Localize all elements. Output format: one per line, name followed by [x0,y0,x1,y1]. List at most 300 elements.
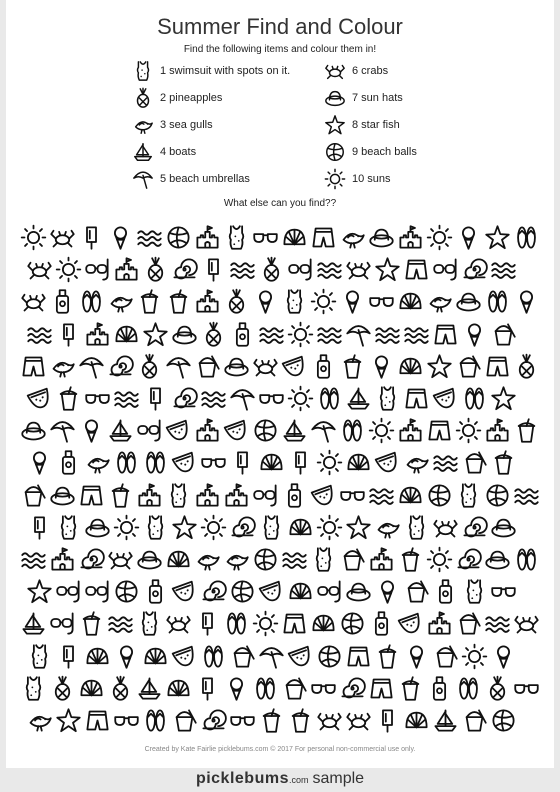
beach-ball-icon [324,141,346,163]
spiral-shell-icon [78,546,105,573]
legend-item [324,87,403,109]
legend-item [132,168,250,190]
wave-icon [368,482,395,509]
bucket-icon [455,353,482,380]
snorkel-mask-icon [316,578,343,605]
beach-umbrella-icon [229,385,256,412]
watermelon-icon [310,482,337,509]
legend-item-icon [132,168,154,190]
snorkel-mask-icon [136,417,163,444]
board-shorts-icon [432,321,459,348]
crab-icon [345,256,372,283]
bucket-icon [229,643,256,670]
legend-item [132,141,196,163]
sandcastle-icon [397,224,424,251]
flipflops-icon [513,224,540,251]
question-text: What else can you find?? [223,198,337,209]
sandcastle-icon [194,417,221,444]
starfish-icon [55,707,82,734]
cup-icon [339,353,366,380]
snorkel-mask-icon [84,256,111,283]
board-shorts-icon [84,707,111,734]
sun-hat-icon [20,417,47,444]
legend-item-label: 6 crabs [352,65,389,77]
crab-icon [252,353,279,380]
flipflops-icon [78,288,105,315]
swimsuit-icon [223,224,250,251]
sandcastle-icon [223,482,250,509]
seagull-icon [107,288,134,315]
sunglasses-icon [200,449,227,476]
sunglasses-icon [258,385,285,412]
sunglasses-icon [490,578,517,605]
wave-icon [136,224,163,251]
starfish-icon [490,385,517,412]
popsicle-icon [229,449,256,476]
legend-item-label: 4 boats [160,146,197,158]
boat-icon [345,385,372,412]
watermelon-icon [171,643,198,670]
bucket-icon [171,707,198,734]
sun-icon [426,224,453,251]
flipflops-icon [142,707,169,734]
sun-icon [113,514,140,541]
snorkel-mask-icon [49,610,76,637]
wave-icon [490,256,517,283]
cup-icon [136,288,163,315]
board-shorts-icon [426,417,453,444]
bucket-icon [455,610,482,637]
swimsuit-icon [403,514,430,541]
ice-cream-icon [252,288,279,315]
seagull-icon [223,546,250,573]
shell-icon [165,546,192,573]
sun-icon [55,256,82,283]
seagull-icon [426,288,453,315]
legend-item [132,87,222,109]
sandcastle-icon [194,288,221,315]
cup-icon [78,610,105,637]
beach-ball-icon [339,610,366,637]
legend-item-icon [132,87,154,109]
boat-icon [107,417,134,444]
legend-item-icon [324,141,346,163]
bucket-icon [194,353,221,380]
shell-icon [165,675,192,702]
sun-icon [316,514,343,541]
sunscreen-icon [426,675,453,702]
bucket-icon [20,482,47,509]
popsicle-icon [374,707,401,734]
sun-icon [324,168,346,190]
legend-item-icon [132,114,154,136]
pineapple-icon [258,256,285,283]
sandcastle-icon [136,482,163,509]
shell-icon [287,578,314,605]
cup-icon [397,546,424,573]
board-shorts-icon [484,353,511,380]
wave-icon [200,385,227,412]
spiral-shell-icon [200,707,227,734]
sandcastle-icon [49,546,76,573]
shell-icon [287,514,314,541]
legend-item [324,168,391,190]
sandcastle-icon [194,224,221,251]
shell-icon [113,321,140,348]
beach-umbrella-icon [345,321,372,348]
seagull-icon [49,353,76,380]
wave-icon [316,256,343,283]
snorkel-mask-icon [287,256,314,283]
flipflops-icon [142,449,169,476]
sunglasses-icon [339,482,366,509]
beach-ball-icon [113,578,140,605]
sandcastle-icon [368,546,395,573]
page-title: Summer Find and Colour [157,14,403,39]
sunglasses-icon [368,288,395,315]
swimsuit-icon [258,514,285,541]
board-shorts-icon [368,675,395,702]
shell-icon [403,707,430,734]
board-shorts-icon [78,482,105,509]
seagull-icon [403,449,430,476]
wave-icon [432,449,459,476]
watermelon-icon [171,449,198,476]
sun-hat-icon [324,87,346,109]
legend-item [324,141,417,163]
sandcastle-icon [397,417,424,444]
pineapple-icon [136,353,163,380]
snorkel-mask-icon [252,482,279,509]
boat-icon [432,707,459,734]
pineapple-icon [142,256,169,283]
legend-item [132,114,213,136]
sun-icon [287,385,314,412]
legend-item [132,60,290,82]
sunscreen-icon [368,610,395,637]
legend-item-label: 5 beach umbrellas [160,173,250,185]
ice-cream-icon [461,321,488,348]
spiral-shell-icon [171,256,198,283]
worksheet-page [6,0,554,768]
shell-icon [78,675,105,702]
sun-icon [310,288,337,315]
wave-icon [113,385,140,412]
beach-ball-icon [484,482,511,509]
flipflops-icon [200,643,227,670]
popsicle-icon [55,643,82,670]
shell-icon [142,643,169,670]
shell-icon [84,643,111,670]
crab-icon [20,288,47,315]
legend-item-icon [324,87,346,109]
watermelon-icon [432,385,459,412]
ice-cream-icon [490,643,517,670]
seagull-icon [26,707,53,734]
crab-icon [316,707,343,734]
starfish-icon [426,353,453,380]
ice-cream-icon [26,449,53,476]
flipflops-icon [252,675,279,702]
spiral-shell-icon [200,578,227,605]
snorkel-mask-icon [432,256,459,283]
sun-icon [368,417,395,444]
snorkel-mask-icon [55,578,82,605]
board-shorts-icon [310,224,337,251]
sun-hat-icon [490,514,517,541]
watermelon-icon [165,417,192,444]
spiral-shell-icon [455,546,482,573]
seagull-icon [84,449,111,476]
ice-cream-icon [455,224,482,251]
sun-hat-icon [136,546,163,573]
beach-umbrella-icon [165,353,192,380]
legend-item-icon [324,60,346,82]
sun-hat-icon [84,514,111,541]
wave-icon [484,610,511,637]
legend-item-icon [132,60,154,82]
sun-hat-icon [171,321,198,348]
swimsuit-icon [374,385,401,412]
popsicle-icon [142,385,169,412]
ice-cream-icon [513,288,540,315]
boat-icon [20,610,47,637]
beach-umbrella-icon [49,417,76,444]
sunscreen-icon [49,288,76,315]
sunscreen-icon [432,578,459,605]
wave-icon [26,321,53,348]
starfish-icon [142,321,169,348]
legend-item-label: 2 pineapples [160,92,223,104]
swimsuit-icon [455,482,482,509]
crab-icon [513,610,540,637]
credit-line: Created by Kate Fairlie picklebums.com © 2017 For personal non-commercial use only. [144,746,416,753]
pineapple-icon [513,353,540,380]
watermelon-icon [223,417,250,444]
beach-umbrella-icon [310,417,337,444]
wave-icon [107,610,134,637]
brand-suffix: .com [288,775,309,785]
shell-icon [281,224,308,251]
sun-icon [200,514,227,541]
brand-logo [0,770,560,788]
sun-icon [316,449,343,476]
sunglasses-icon [513,675,540,702]
beach-ball-icon [316,643,343,670]
sunscreen-icon [142,578,169,605]
pineapple-icon [49,675,76,702]
sunglasses-icon [113,707,140,734]
popsicle-icon [78,224,105,251]
swimsuit-icon [20,675,47,702]
starfish-icon [345,514,372,541]
flipflops-icon [223,610,250,637]
cup-icon [513,417,540,444]
popsicle-icon [287,449,314,476]
brand-tag: sample [312,770,365,787]
beach-umbrella-icon [258,643,285,670]
spiral-shell-icon [229,514,256,541]
ice-cream-icon [78,417,105,444]
beach-ball-icon [426,482,453,509]
sunglasses-icon [84,385,111,412]
page-subtitle: Find the following items and colour them in! [183,44,377,55]
popsicle-icon [55,321,82,348]
legend-item [324,60,388,82]
icon-grid [20,224,542,740]
sunglasses-icon [310,675,337,702]
legend-item [324,114,400,136]
sun-hat-icon [455,288,482,315]
legend-item-icon [132,141,154,163]
ice-cream-icon [403,643,430,670]
popsicle-icon [194,675,221,702]
swimsuit-icon [165,482,192,509]
starfish-icon [171,514,198,541]
ice-cream-icon [374,578,401,605]
legend-item-label: 8 star fish [352,119,400,131]
crab-icon [324,60,346,82]
sandcastle-icon [84,321,111,348]
flipflops-icon [316,385,343,412]
beach-ball-icon [490,707,517,734]
sun-icon [461,643,488,670]
cup-icon [107,482,134,509]
sandcastle-icon [113,256,140,283]
shell-icon [345,449,372,476]
sun-icon [20,224,47,251]
sun-icon [426,546,453,573]
wave-icon [229,256,256,283]
legend-item-label: 1 swimsuit with spots on it. [160,65,291,77]
starfish-icon [374,256,401,283]
cup-icon [490,449,517,476]
popsicle-icon [194,610,221,637]
swimsuit-icon [136,610,163,637]
sunscreen-icon [229,321,256,348]
legend-item-label: 3 sea gulls [160,119,213,131]
legend-item-label: 7 sun hats [352,92,403,104]
sunscreen-icon [281,482,308,509]
crab-icon [107,546,134,573]
board-shorts-icon [281,610,308,637]
spiral-shell-icon [171,385,198,412]
wave-icon [20,546,47,573]
crab-icon [26,256,53,283]
watermelon-icon [374,449,401,476]
snorkel-mask-icon [84,578,111,605]
legend-item-label: 9 beach balls [352,146,417,158]
sun-icon [252,610,279,637]
pineapple-icon [107,675,134,702]
swimsuit-icon [26,643,53,670]
sandcastle-icon [484,417,511,444]
wave-icon [513,482,540,509]
starfish-icon [324,114,346,136]
starfish-icon [484,224,511,251]
shell-icon [397,353,424,380]
cup-icon [165,288,192,315]
bucket-icon [339,546,366,573]
wave-icon [374,321,401,348]
legend-item-icon [324,114,346,136]
pineapple-icon [223,288,250,315]
cup-icon [374,643,401,670]
ice-cream-icon [339,288,366,315]
board-shorts-icon [403,256,430,283]
sun-hat-icon [484,546,511,573]
bucket-icon [432,643,459,670]
boat-icon [132,141,154,163]
brand-name: picklebums [195,770,289,787]
sun-icon [287,321,314,348]
crab-icon [165,610,192,637]
cup-icon [55,385,82,412]
swimsuit-icon [142,514,169,541]
boat-icon [136,675,163,702]
sun-hat-icon [368,224,395,251]
swimsuit-icon [461,578,488,605]
wave-icon [316,321,343,348]
swimsuit-icon [132,60,154,82]
seagull-icon [374,514,401,541]
starfish-icon [26,578,53,605]
pineapple-icon [132,87,154,109]
shell-icon [258,449,285,476]
sandcastle-icon [426,610,453,637]
ice-cream-icon [113,643,140,670]
cup-icon [258,707,285,734]
sunscreen-icon [55,449,82,476]
sun-hat-icon [49,482,76,509]
shell-icon [310,610,337,637]
flipflops-icon [484,288,511,315]
ice-cream-icon [368,353,395,380]
shell-icon [397,288,424,315]
beach-ball-icon [252,546,279,573]
seagull-icon [194,546,221,573]
sun-icon [455,417,482,444]
sun-hat-icon [223,353,250,380]
flipflops-icon [455,675,482,702]
spiral-shell-icon [339,675,366,702]
wave-icon [258,321,285,348]
flipflops-icon [513,546,540,573]
beach-ball-icon [252,417,279,444]
bucket-icon [490,321,517,348]
spiral-shell-icon [107,353,134,380]
beach-umbrella-icon [132,168,154,190]
cup-icon [397,675,424,702]
flipflops-icon [461,385,488,412]
shell-icon [397,482,424,509]
watermelon-icon [171,578,198,605]
seagull-icon [339,224,366,251]
wave-icon [403,321,430,348]
sunglasses-icon [252,224,279,251]
beach-ball-icon [165,224,192,251]
flipflops-icon [339,417,366,444]
wave-icon [281,546,308,573]
beach-umbrella-icon [78,353,105,380]
watermelon-icon [26,385,53,412]
popsicle-icon [200,256,227,283]
watermelon-icon [258,578,285,605]
beach-ball-icon [229,578,256,605]
bucket-icon [281,675,308,702]
crab-icon [345,707,372,734]
watermelon-icon [397,610,424,637]
